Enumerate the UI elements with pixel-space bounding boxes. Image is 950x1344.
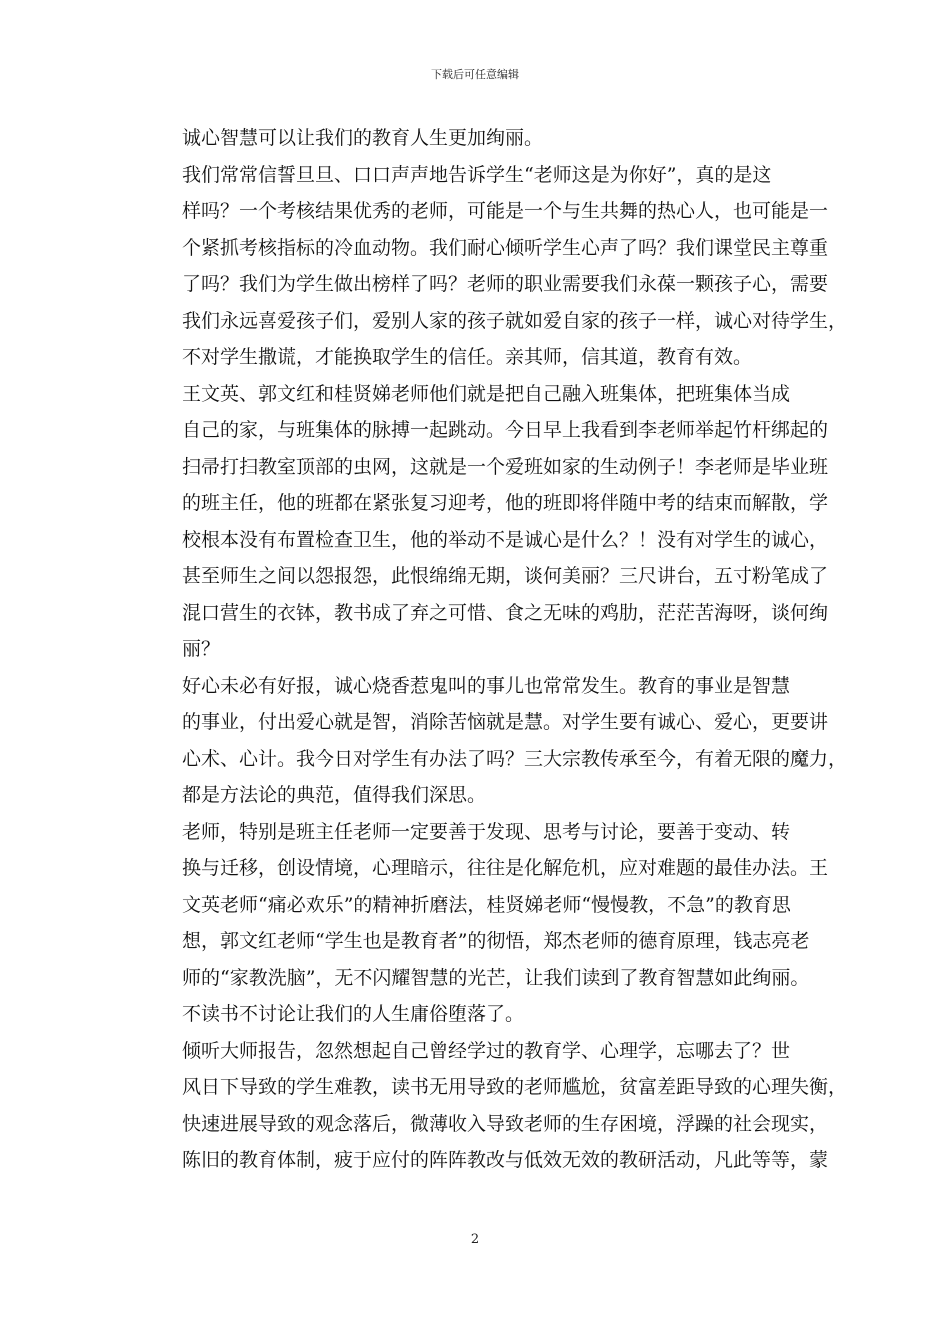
text-line: 心术、心计。我今日对学生有办法了吗？三大宗教传承至今，有着无限的魔力， — [182, 747, 848, 770]
text-line: 风日下导致的学生难教，读书无用导致的老师尴尬，贫富差距导致的心理失衡， — [182, 1076, 848, 1098]
text-line: 甚至师生之间以怨报怨，此恨绵绵无期，谈何美丽？三尺讲台，五寸粉笔成了 — [182, 565, 829, 587]
text-line: 丽？ — [182, 638, 221, 660]
document-body — [144, 120, 848, 1179]
header-text: 下载后可任意编辑 — [431, 68, 519, 81]
text-line: 诚心智慧可以让我们的教育人生更加绚丽。 — [182, 127, 544, 149]
text-line: 想，郭文红老师“学生也是教育者”的彻悟，郑杰老师的德育原理，钱志亮老 — [182, 930, 810, 952]
paragraph — [144, 814, 829, 997]
text-line: 的事业，付出爱心就是智，消除苦恼就是慧。对学生要有诚心、爱心，更要讲 — [182, 711, 829, 733]
page-footer — [0, 1232, 950, 1247]
text-line: 不对学生撒谎，才能换取学生的信任。亲其师，信其道，教育有效。 — [182, 346, 753, 368]
text-line: 混口营生的衣钵，教书成了弃之可惜、食之无味的鸡肋，茫茫苦海呀，谈何绚 — [182, 601, 829, 624]
text-line: 不读书不讨论让我们的人生庸俗堕落了。 — [182, 1003, 525, 1025]
text-line: 换与迁移，创设情境，心理暗示，往往是化解危机，应对难题的最佳办法。王 — [182, 857, 829, 879]
paragraph — [144, 668, 848, 814]
text-line: 扫帚打扫教室顶部的虫网，这就是一个爱班如家的生动例子！李老师是毕业班 — [182, 455, 829, 478]
text-line: 了吗？我们为学生做出榜样了吗？老师的职业需要我们永葆一颗孩子心，需要 — [182, 273, 829, 295]
text-line: 都是方法论的典范，值得我们深思。 — [182, 784, 487, 806]
text-line: 的班主任，他的班都在紧张复习迎考，他的班即将伴随中考的结束而解散，学 — [182, 492, 829, 514]
text-line: 老师，特别是班主任老师一定要善于发现、思考与讨论，要善于变动、转 — [182, 820, 791, 843]
page-header — [0, 66, 950, 82]
text-line: 倾听大师报告，忽然想起自己曾经学过的教育学、心理学，忘哪去了？世 — [182, 1039, 791, 1062]
text-line: 师的“家教洗脑”，无不闪耀智慧的光芒，让我们读到了教育智慧如此绚丽。 — [182, 966, 810, 989]
paragraph — [144, 157, 848, 376]
paragraph — [144, 376, 829, 668]
text-line: 文英老师“痛必欢乐”的精神折磨法，桂贤娣老师“慢慢教，不急”的教育思 — [182, 893, 791, 916]
text-line: 样吗？一个考核结果优秀的老师，可能是一个与生共舞的热心人，也可能是一 — [182, 200, 829, 222]
text-line: 好心未必有好报，诚心烧香惹鬼叫的事儿也常常发生。教育的事业是智慧 — [182, 674, 791, 697]
text-line: 校根本没有布置检查卫生，他的举动不是诚心是什么？！没有对学生的诚心， — [182, 528, 829, 551]
text-line: 王文英、郭文红和桂贤娣老师他们就是把自己融入班集体，把班集体当成 — [182, 382, 791, 405]
paragraph — [144, 996, 812, 1033]
text-line: 我们常常信誓旦旦、口口声声地告诉学生“老师这是为你好”，真的是这 — [182, 163, 772, 186]
text-line: 陈旧的教育体制，疲于应付的阵阵教改与低效无效的教研活动，凡此等等，蒙 — [182, 1149, 829, 1171]
paragraph — [144, 120, 812, 157]
page-number: 2 — [470, 1232, 480, 1247]
text-line: 个紧抓考核指标的冷血动物。我们耐心倾听学生心声了吗？我们课堂民主尊重 — [182, 236, 829, 259]
text-line: 我们永远喜爱孩子们，爱别人家的孩子就如爱自家的孩子一样，诚心对待学生， — [182, 309, 848, 332]
text-line: 快速进展导致的观念落后，微薄收入导致老师的生存困境，浮躁的社会现实， — [182, 1112, 829, 1135]
paragraph — [144, 1033, 848, 1179]
text-line: 自己的家，与班集体的脉搏一起跳动。今日早上我看到李老师举起竹杆绑起的 — [182, 419, 829, 441]
